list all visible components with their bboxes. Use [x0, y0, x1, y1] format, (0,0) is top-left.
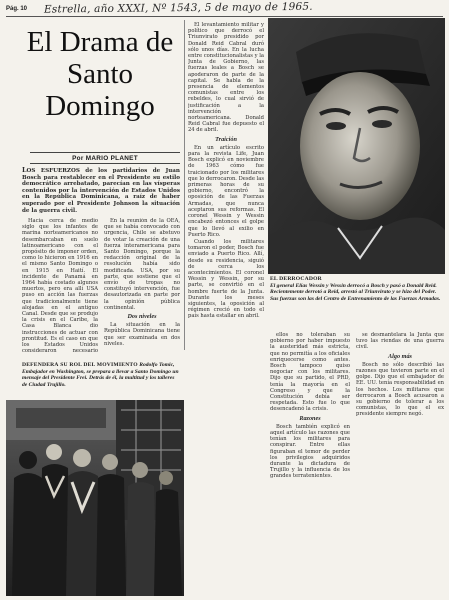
bottom-photo-caption-name: DEFENDERÁ SU ROL DEL MOVIMIENTO	[22, 362, 138, 368]
byline-rule-top	[30, 152, 180, 153]
column-2-text: En la reunión de la OEA, que se había convocado con urgencia, Chile se abstuvo de votar la creación de una fuerza interamericana para Santo Domingo, porque la redacción original de la resolución había sido modificada. USA, por su parte, que sostiene que el envío de tropas no constituyó intervención, fue desautorizada en parte por la opinión pública continental.	[104, 218, 180, 311]
portrait-photo	[268, 18, 445, 274]
column-3	[188, 22, 264, 597]
group-image	[6, 400, 184, 596]
bottom-photo-caption	[22, 362, 180, 402]
column-4	[270, 332, 350, 597]
column-5-spacer	[354, 332, 355, 333]
column-3-text: El levantamiento militar y político que derrocó el Triunvirato presidido por Donald Reid Cabral duró sólo unos días. En la lucha entre constitucionalistas y la Junta de Gobierno, las fuerzas leales a Bosch se apoderaron de parte de la capital. Se habla de la presencia de elementos comunistas entre los rebeldes, lo cual sirvió de justificación a la intervención norteamericana. Donald Reid Cabral fue depuesto el 24 de abril.	[188, 22, 264, 134]
handwritten-note: Estrella, año XXXI, Nº 1543, 5 de mayo de 1965.	[43, 0, 313, 16]
column-1-text: Hacia cerca de medio siglo que los infantes de marina norteamericanos no desembarcaban en suelo latinoamericano con el propósito de imponer orden, como lo hicieron en 1916 en el mismo Santo Domingo o en 1915 en Haití. El incidente de Panamá en 1964 había costado algunos muertos, pero era allí USA puso en acción las fuerzas que tradicionalmente tiene alojadas en el antiguo Canal. Desde que se produjo la crisis en el Caribe, la Casa Blanca dio instrucciones de actuar con prontitud. Es el caso en que los Estados Unidos consideraron necesario	[22, 218, 98, 353]
column-3-text-b: En un artículo escrito para la revista Life, Juan Bosch explicó en noviembre de 1963 cómo fue traicionado por los militares que lo derrocaron. Desde las primeras horas de su gobierno, encontró la oposición de las Fuerzas Armadas, que nunca aceptaron sus reformas. El coronel Wessin y Wessin encabezó entonces el golpe que lo llevó al exilio en Puerto Rico.	[188, 144, 264, 238]
article-title: El Drama de Santo Domingo	[26, 26, 174, 122]
column-3-end-marker	[188, 380, 189, 381]
byline: Por MARIO PLANET	[72, 155, 138, 162]
column-divider	[184, 20, 185, 350]
page-label: Pág. 10	[6, 6, 28, 12]
column-2-text-b: La situación en la República Dominicana tiene que ser examinada en dos niveles.	[104, 322, 180, 347]
subhead-dos-niveles: Dos niveles	[127, 313, 157, 321]
column-6	[356, 332, 444, 597]
column-6-text: se desmantelara la Junta que tuvo las riendas de una guerra civil.	[356, 332, 444, 351]
column-5-text-visible: Cuando los militares tomaron el poder, Bosch fue enviado a Puerto Rico. Allí, desde su residencia, siguió de cerca los acontecimientos. El coronel Wessin y Wessin, por su parte, se convirtió en el hombre fuerte de la Junta. Durante los meses siguientes, la oposición al régimen creció en todo el país hasta estallar en abril.	[188, 238, 264, 320]
column-2	[104, 218, 180, 353]
column-5-anchor	[188, 400, 189, 401]
lead-paragraph	[22, 167, 180, 217]
column-4-text: ellos no toleraban su gobierno por haber impuesto la austeridad más estricta, que no permitía a los oficiales enriquecerse como antes. Bosch tampoco quiso negociar con los militares. Dijo que su partido, el PRD, tenía la mayoría en el Congreso y que la Constitución debía ser respetada. Esto fue lo que desencadenó la crisis.	[270, 332, 350, 413]
column-4-text-b: Bosch también explicó en aquel artículo las razones que tenían los militares para conspirar. Entre ellas figuraban el temor de perder los privilegios adquiridos durante la dictadura de Trujillo y la influencia de los grandes terratenientes.	[270, 423, 350, 480]
group-photo	[6, 400, 184, 596]
portrait-caption-text: El general Elías Wessin y Wessin derrocó a Bosch y pasó a Donald Reid. Recientemente derrotó a Reid, arrestó al Triunvirato y se hizo del Poder. Sus fuerzas son las del Centro de Entrenamiento de las Fuerzas Armadas.	[270, 282, 441, 302]
portrait-caption-name: EL DERROCADOR	[270, 276, 322, 282]
subhead-traicion: Traición	[215, 135, 237, 143]
lead-text: LOS ESFUERZOS de los partidarios de Juan Bosch para restablecer en el Presidente su estilo democrático arrebatado, parecían en las vísperas contenidos por la intervención de Estados Unidos en la República Dominicana, a raíz de haber superado por el Presidente Johnson la situación de la guerra civil.	[22, 167, 180, 214]
column-1	[22, 218, 98, 353]
subhead-razones: Razones	[299, 414, 321, 422]
portrait-caption	[270, 276, 443, 332]
portrait-image	[268, 18, 445, 274]
byline-rule-bottom	[30, 163, 180, 164]
subhead-algo-mas: Algo más	[388, 352, 412, 360]
column-6-text-b: Bosch no sólo describió las razones que tuvieron parte en el golpe. Dijo que el embajador de EE. UU. tenía responsabilidad en los hechos. Los militares que derrocaron a Bosch acusaron a su gobierno de tolerar a los comunistas, lo que el ex presidente siempre negó.	[356, 361, 444, 418]
top-rule	[6, 16, 443, 17]
bottom-photo-caption-text: Rodolfo Tomic, Embajador en Washington, se prepara a llevar a Santo Domingo un mensaje del Presidente Frei. Detrás de él, la multitud y los talleres de Ciudad Trujillo.	[22, 362, 179, 388]
